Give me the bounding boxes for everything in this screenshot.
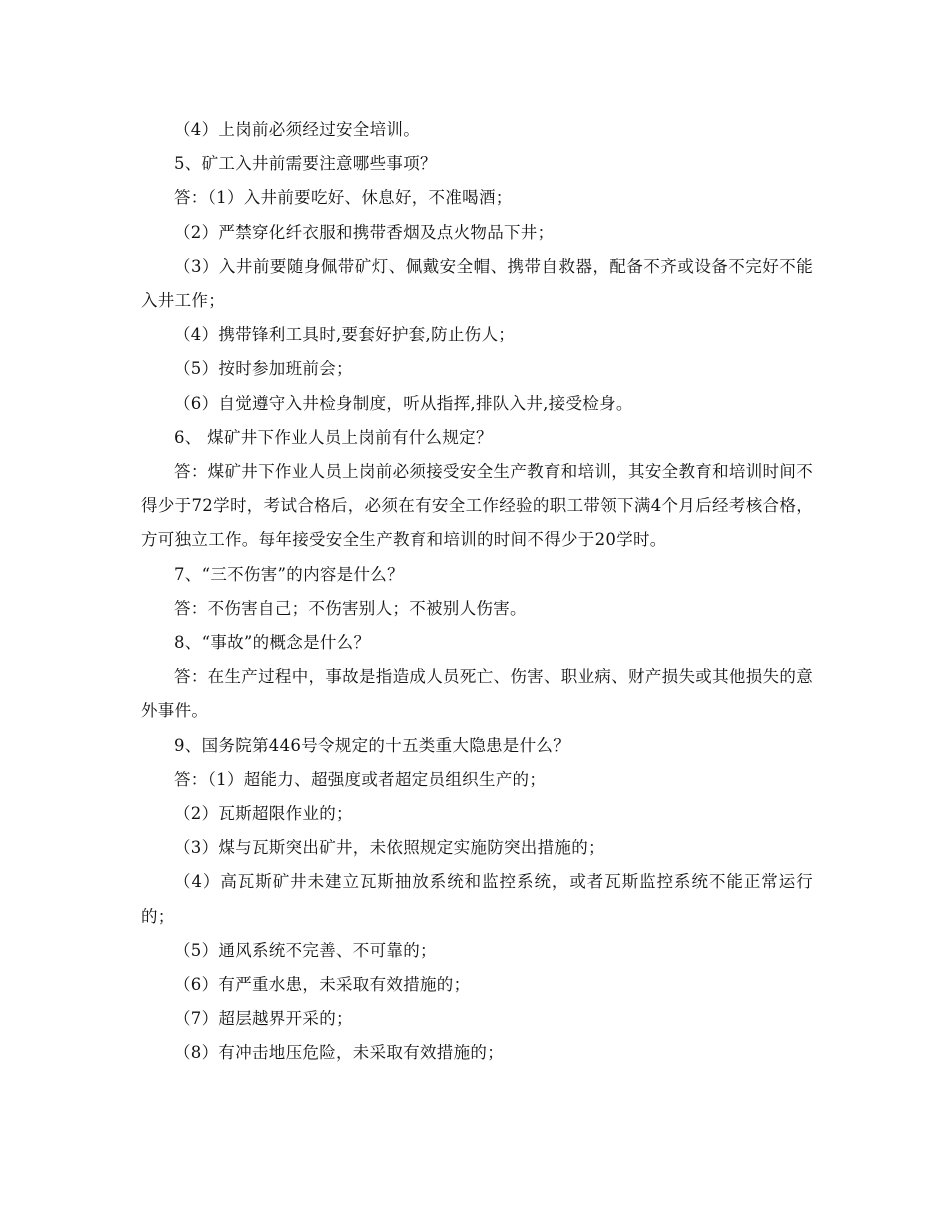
answer-item: （3）入井前要随身佩带矿灯、佩戴安全帽、携带自救器，配备不齐或设备不完好不能入井工作； [141, 256, 813, 311]
answer-item: （4）携带锋利工具时,要套好护套,防止伤人； [174, 325, 516, 345]
answer-item: （3）煤与瓦斯突出矿井，未依照规定实施防突出措施的； [174, 838, 605, 858]
answer-item: （5）通风系统不完善、不可靠的； [174, 940, 437, 960]
question-heading: 9、国务院第446号令规定的十五类重大隐患是什么？ [174, 735, 570, 755]
answer-item: （4）上岗前必须经过安全培训。 [174, 120, 420, 139]
question-heading: 8、“事故”的概念是什么？ [174, 633, 371, 653]
answer-item: 答：（1）超能力、超强度或者超定员组织生产的； [174, 769, 547, 789]
answer-item: （5）按时参加班前会； [174, 359, 353, 379]
answer-item: 答：（1）入井前要吃好、休息好，不准喝酒； [174, 188, 513, 208]
question-heading: 5、矿工入井前需要注意哪些事项？ [174, 154, 437, 174]
document-body [141, 113, 813, 1071]
answer-item: （6）自觉遵守入井检身制度，听从指挥,排队入井,接受检身。 [174, 393, 633, 413]
answer-paragraph: 答：不伤害自己；不伤害别人；不被别人伤害。 [174, 598, 527, 618]
question-heading: 6、 煤矿井下作业人员上岗前有什么规定？ [174, 427, 493, 447]
answer-item: （2）瓦斯超限作业的； [174, 804, 353, 824]
question-heading: 7、“三不伤害”的内容是什么？ [174, 564, 404, 584]
answer-item: （2）严禁穿化纤衣服和携带香烟及点火物品下井； [174, 222, 555, 242]
answer-item: （7）超层越界开采的； [174, 1009, 353, 1029]
answer-paragraph: 答：煤矿井下作业人员上岗前必须接受安全生产教育和培训，其安全教育和培训时间不得少于72学时，考试合格后，必须在有安全工作经验的职工带领下满4个月后经考核合格，方可独立工作。每年接受安全生产教育和培训的时间不得少于20学时。 [141, 462, 813, 550]
answer-paragraph: 答：在生产过程中，事故是指造成人员死亡、伤害、职业病、财产损失或其他损失的意外事件。 [141, 667, 813, 721]
answer-item: （6）有严重水患，未采取有效措施的； [174, 975, 471, 995]
answer-item: （8）有冲击地压危险，未采取有效措施的； [174, 1043, 504, 1063]
answer-item: （4）高瓦斯矿井未建立瓦斯抽放系统和监控系统，或者瓦斯监控系统不能正常运行的； [141, 872, 813, 926]
